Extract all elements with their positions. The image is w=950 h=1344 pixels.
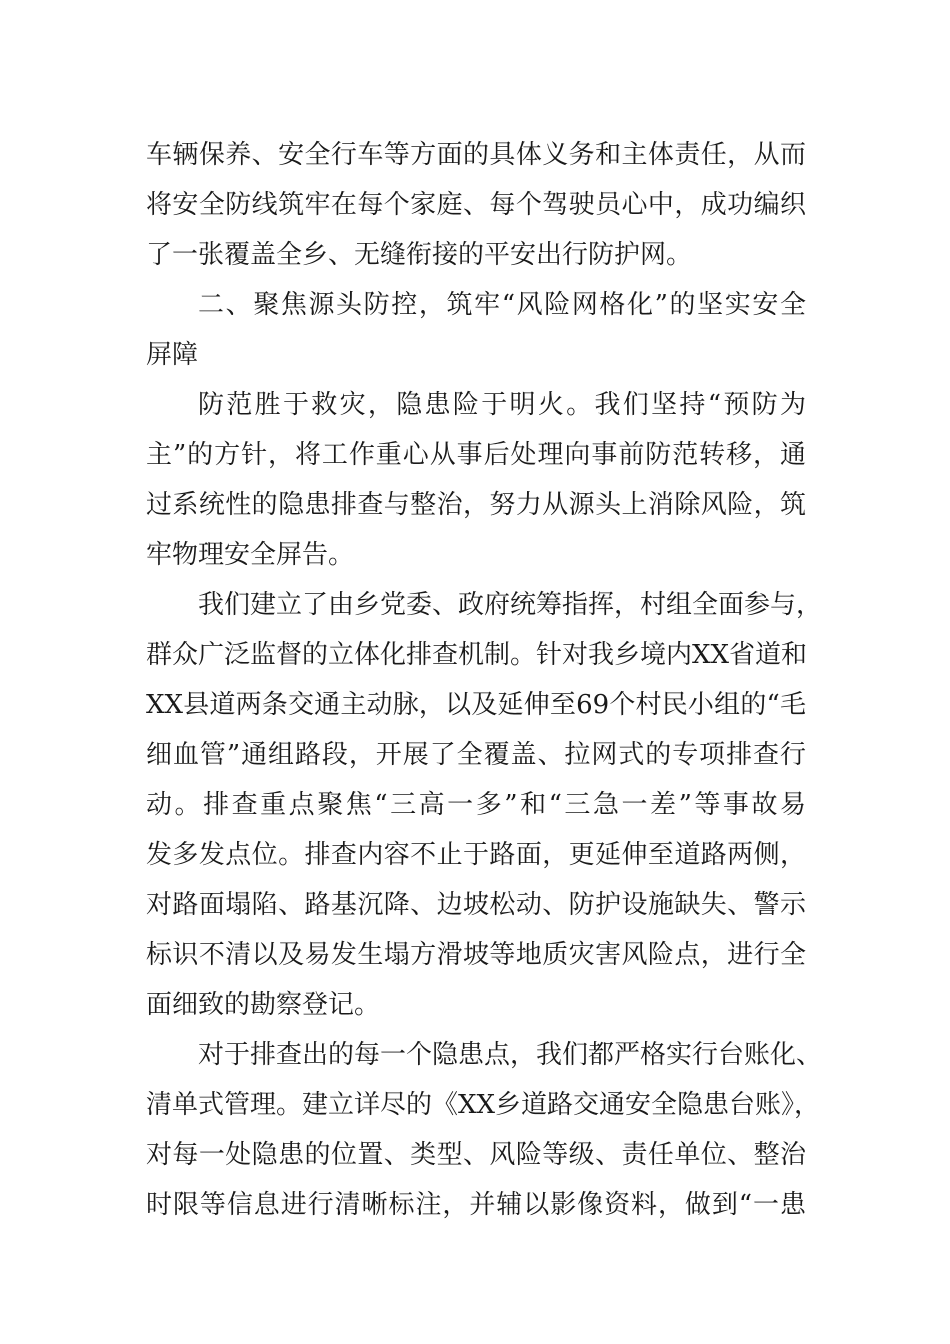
section-heading: 二、聚焦源头防控，筑牢“风险网格化”的坚实安全: [198, 290, 806, 320]
text-line: 主”的方针，将工作重心从事后处理向事前防范转移，通: [146, 440, 806, 470]
text-line: 对路面塌陷、路基沉降、边坡松动、防护设施缺失、警示: [146, 890, 806, 920]
section-heading-continued: 屏障: [146, 340, 199, 370]
text-line: 清单式管理。建立详尽的《XX乡道路交通安全隐患台账》，: [146, 1090, 821, 1120]
text-line: 我们建立了由乡党委、政府统筹指挥，村组全面参与，: [198, 590, 823, 620]
document-body: [146, 130, 823, 1230]
text-line: 牢物理安全屏告。: [146, 540, 355, 570]
text-line: 细血管”通组路段，开展了全覆盖、拉网式的专项排查行: [146, 740, 806, 770]
text-line: 动。排查重点聚焦“三高一多”和“三急一差”等事故易: [146, 790, 806, 820]
text-line: 了一张覆盖全乡、无缝衔接的平安出行防护网。: [146, 240, 693, 270]
text-line: 发多发点位。排查内容不止于路面，更延伸至道路两侧，: [146, 840, 806, 870]
text-line: 标识不清以及易发生塌方滑坡等地质灾害风险点，进行全: [146, 940, 806, 970]
text-line: 车辆保养、安全行车等方面的具体义务和主体责任，从而: [146, 140, 806, 170]
text-line: 面细致的勘察登记。: [146, 990, 381, 1020]
text-line: 将安全防线筑牢在每个家庭、每个驾驶员心中，成功编织: [146, 190, 806, 220]
text-line: 对每一处隐患的位置、类型、风险等级、责任单位、整治: [146, 1140, 806, 1170]
text-line: 防范胜于救灾，隐患险于明火。我们坚持“预防为: [198, 390, 806, 420]
text-line: 时限等信息进行清晰标注，并辅以影像资料，做到“一患: [146, 1190, 806, 1220]
text-line: 对于排查出的每一个隐患点，我们都严格实行台账化、: [198, 1040, 823, 1070]
text-line: 群众广泛监督的立体化排查机制。针对我乡境内XX省道和: [146, 640, 808, 670]
text-line: XX县道两条交通主动脉，以及延伸至69个村民小组的“毛: [146, 690, 806, 720]
text-line: 过系统性的隐患排查与整治，努力从源头上消除风险，筑: [146, 490, 806, 520]
